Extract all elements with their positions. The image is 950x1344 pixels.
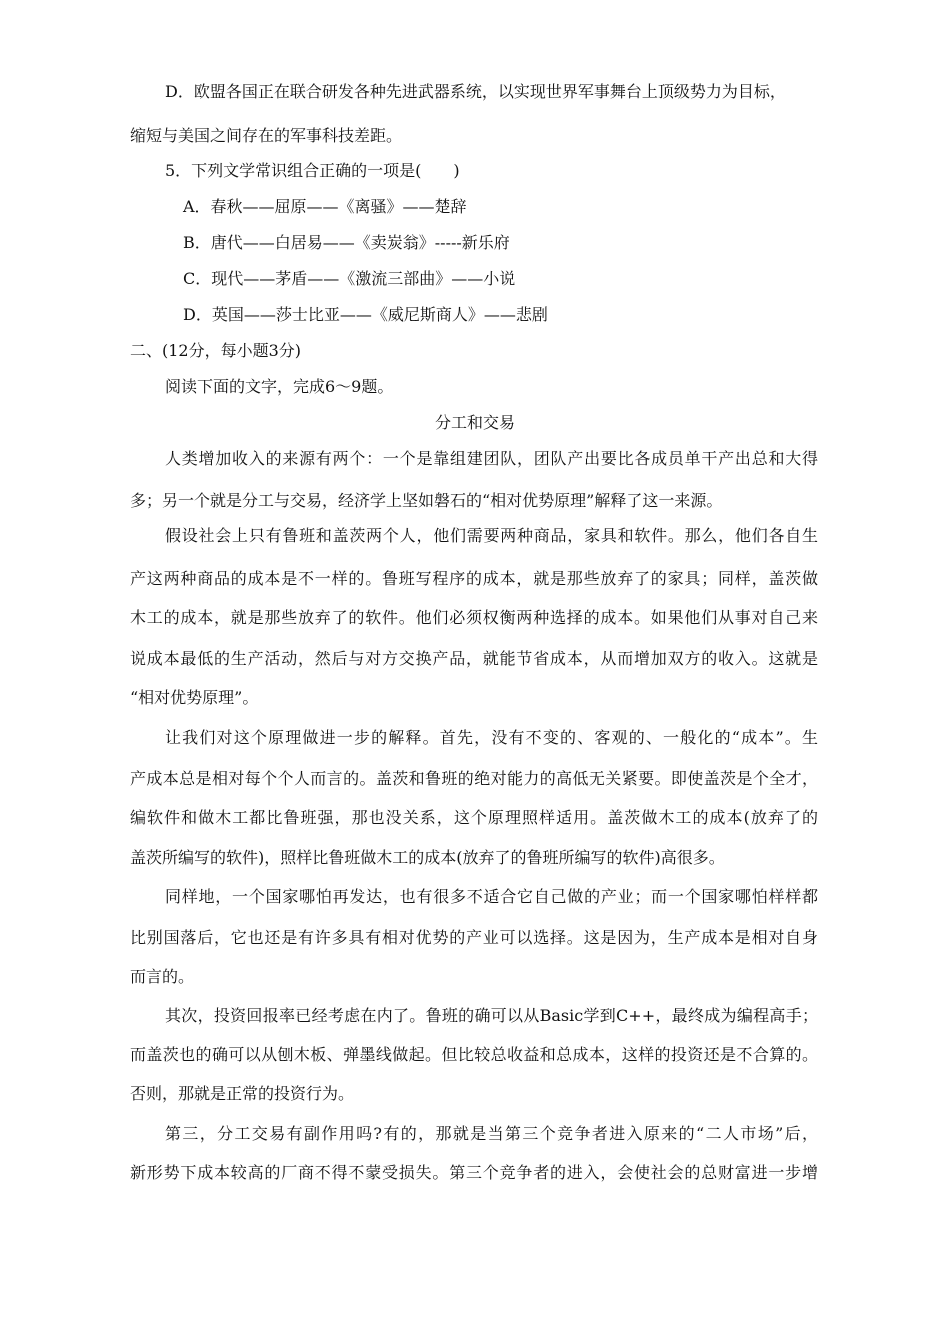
- q5-stem: 5．下列文学常识组合正确的一项是( ): [165, 161, 460, 180]
- q5-option-b: B．唐代——白居易——《卖炭翁》-----新乐府: [183, 233, 510, 252]
- q5-option-a: A．春秋——屈原——《离骚》——楚辞: [183, 197, 467, 216]
- q4-option-d-line2: 缩短与美国之间存在的军事科技差距。: [130, 126, 403, 145]
- article-line: 盖茨所编写的软件)，照样比鲁班做木工的成本(放弃了的鲁班所编写的软件)高很多。: [130, 848, 725, 867]
- article-line: 其次，投资回报率已经考虑在内了。鲁班的确可以从Basic学到C++，最终成为编程高手；: [165, 1006, 818, 1025]
- article-line: “相对优势原理”。: [130, 688, 259, 707]
- section-heading: 二、(12分，每小题3分): [130, 341, 302, 360]
- article-line: 产这两种商品的成本是不一样的。鲁班写程序的成本，就是那些放弃了的家具；同样，盖茨做: [130, 569, 818, 588]
- article-line: 第三，分工交易有副作用吗?有的，那就是当第三个竞争者进入原来的“二人市场”后，: [165, 1124, 818, 1143]
- article-line: 说成本最低的生产活动，然后与对方交换产品，就能节省成本，从而增加双方的收入。这就是: [130, 649, 818, 668]
- article-line: 否则，那就是正常的投资行为。: [130, 1084, 355, 1103]
- article-line: 假设社会上只有鲁班和盖茨两个人，他们需要两种商品，家具和软件。那么，他们各自生: [165, 526, 818, 545]
- article-line: 比别国落后，它也还是有许多具有相对优势的产业可以选择。这是因为，生产成本是相对自身: [130, 928, 818, 947]
- article-line: 产成本总是相对每个个人而言的。盖茨和鲁班的绝对能力的高低无关紧要。即使盖茨是个全才，: [130, 769, 818, 788]
- article-line: 同样地，一个国家哪怕再发达，也有很多不适合它自己做的产业；而一个国家哪怕样样都: [165, 887, 818, 906]
- section-instruction: 阅读下面的文字，完成6～9题。: [165, 377, 394, 396]
- article-line: 而盖茨也的确可以从刨木板、弹墨线做起。但比较总收益和总成本，这样的投资还是不合算的。: [130, 1045, 818, 1064]
- q5-option-c: C．现代——茅盾——《激流三部曲》——小说: [183, 269, 516, 288]
- q4-option-d-line1: D．欧盟各国正在联合研发各种先进武器系统，以实现世界军事舞台上顶级势力为目标，: [165, 82, 786, 101]
- q5-option-d: D．英国——莎士比亚——《威尼斯商人》——悲剧: [183, 305, 548, 324]
- article-title: 分工和交易: [434, 413, 515, 432]
- article-line: 人类增加收入的来源有两个：一个是靠组建团队，团队产出要比各成员单干产出总和大得: [165, 449, 818, 468]
- article-line: 新形势下成本较高的厂商不得不蒙受损失。第三个竞争者的进入，会使社会的总财富进一步增: [130, 1163, 818, 1182]
- article-line: 让我们对这个原理做进一步的解释。首先，没有不变的、客观的、一般化的“成本”。生: [165, 728, 818, 747]
- article-line: 木工的成本，就是那些放弃了的软件。他们必须权衡两种选择的成本。如果他们从事对自己来: [130, 608, 818, 627]
- article-line: 多；另一个就是分工与交易，经济学上坚如磐石的“相对优势原理”解释了这一来源。: [130, 491, 723, 510]
- article-line: 而言的。: [130, 967, 195, 986]
- article-line: 编软件和做木工都比鲁班强，那也没关系，这个原理照样适用。盖茨做木工的成本(放弃了的: [130, 808, 818, 827]
